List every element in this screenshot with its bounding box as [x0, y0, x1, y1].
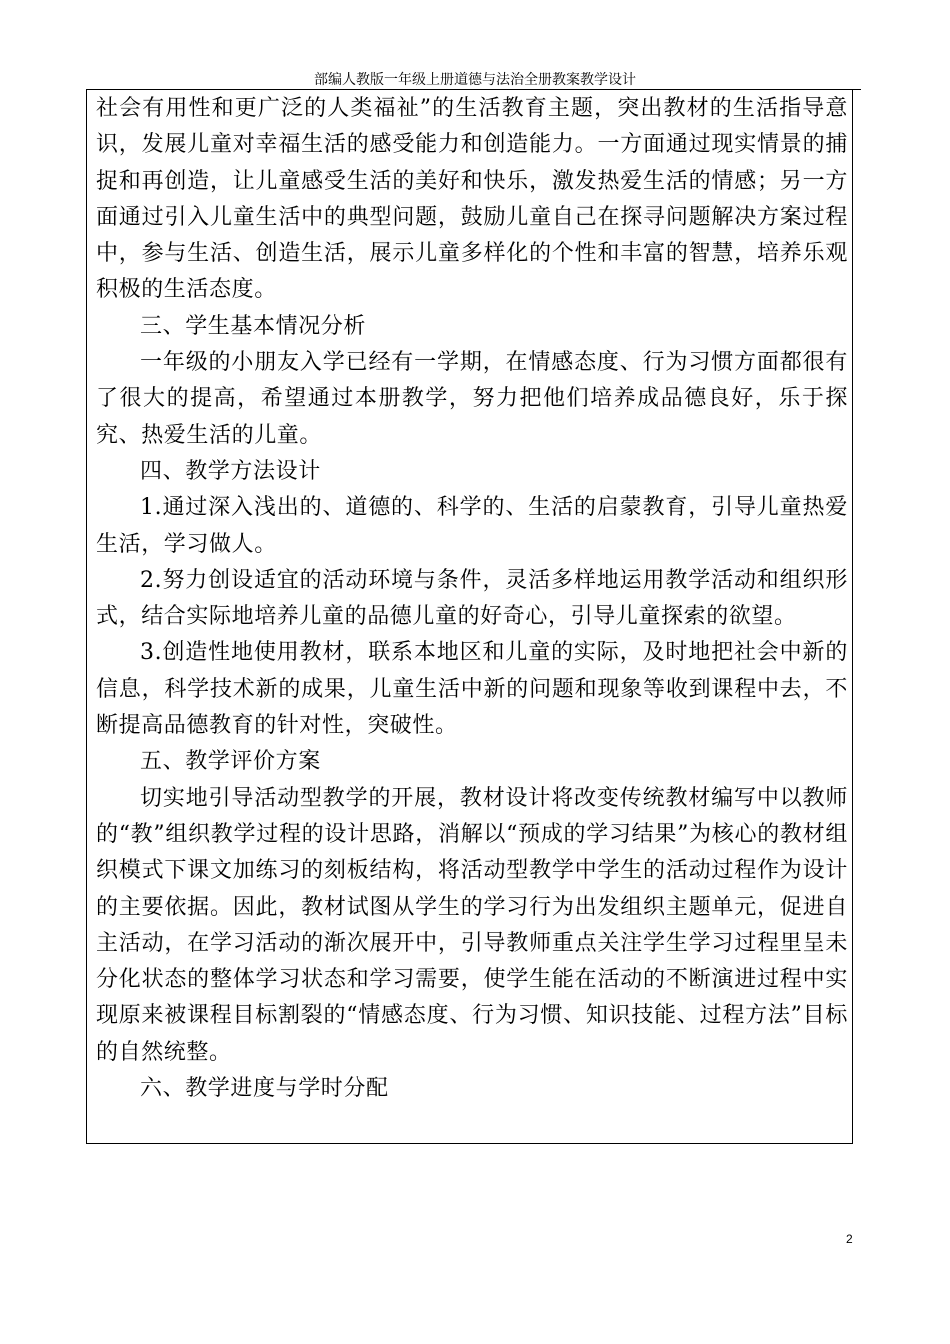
section-heading-5: 五、教学评价方案: [140, 749, 321, 775]
page-number: 2: [846, 1232, 853, 1246]
section-heading-3: 三、学生基本情况分析: [140, 313, 367, 339]
section-heading-4: 四、教学方法设计: [140, 458, 321, 484]
section-heading-6: 六、教学进度与学时分配: [140, 1076, 389, 1102]
paragraph-continuation: 社会有用性和更广泛的人类福祉”的生活教育主题，突出教材的生活指导意识，发展儿童对幸福生活的感受能力和创造能力。一方面通过现实情景的捕捉和再创造，让儿童感受生活的美好和快乐，激发热爱生活的情感；另一方面通过引入儿童生活中的典型问题，鼓励儿童自己在探寻问题解决方案过程中，参与生活、创造生活，展示儿童多样化的个性和丰富的智慧，培养乐观积极的生活态度。: [96, 96, 848, 303]
text-body: [96, 91, 848, 1107]
paragraph: 切实地引导活动型教学的开展，教材设计将改变传统教材编写中以教师的“教”组织教学过程的设计思路，消解以“预成的学习结果”为核心的教材组织模式下课文加练习的刻板结构，将活动型教学中学生的活动过程作为设计的主要依据。因此，教材试图从学生的学习行为出发组织主题单元，促进自主活动，在学习活动的渐次展开中，引导教师重点关注学生学习过程里呈未分化状态的整体学习状态和学习需要，使学生能在活动的不断演进过程中实现原来被课程目标割裂的“情感态度、行为习惯、知识技能、过程方法”目标的自然统整。: [96, 785, 848, 1065]
list-item-1: 1.通过深入浅出的、道德的、科学的、生活的启蒙教育，引导儿童热爱生活，学习做人。: [96, 495, 848, 557]
page-header: 部编人教版一年级上册道德与法治全册教案教学设计: [314, 72, 636, 88]
paragraph: 一年级的小朋友入学已经有一学期，在情感态度、行为习惯方面都很有了很大的提高，希望通过本册教学，努力把他们培养成品德良好，乐于探究、热爱生活的儿童。: [96, 350, 848, 448]
list-item-2: 2.努力创设适宜的活动环境与条件，灵活多样地运用教学活动和组织形式，结合实际地培养儿童的品德儿童的好奇心，引导儿童探索的欲望。: [96, 567, 848, 630]
list-item-3: 3.创造性地使用教材，联系本地区和儿童的实际，及时地把社会中新的信息，科学技术新的成果，儿童生活中新的问题和现象等收到课程中去，不断提高品德教育的针对性，突破性。: [96, 640, 848, 739]
